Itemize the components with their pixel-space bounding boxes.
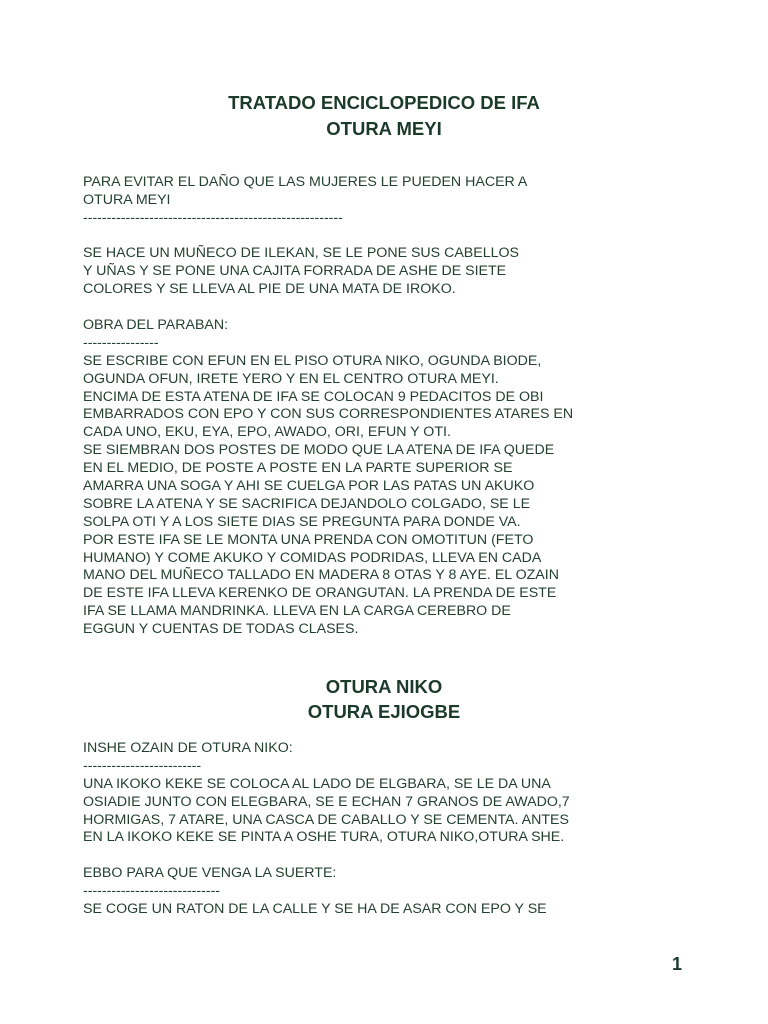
text-line: OTURA MEYI bbox=[83, 191, 171, 208]
paragraph-block-4 bbox=[83, 740, 723, 847]
text-line: UNA IKOKO KEKE SE COLOCA AL LADO DE ELGBARA, SE LE DA UNA bbox=[83, 775, 551, 792]
text-line: HUMANO) Y COME AKUKO Y COMIDAS PODRIDAS, LLEVA EN CADA bbox=[83, 549, 542, 566]
paragraph-block-3 bbox=[83, 317, 723, 639]
text-line: SE COGE UN RATON DE LA CALLE Y SE HA DE ASAR CON EPO Y SE bbox=[83, 900, 547, 917]
text-line: ------------------------- bbox=[83, 757, 202, 774]
text-line: EN LA IKOKO KEKE SE PINTA A OSHE TURA, OTURA NIKO,OTURA SHE. bbox=[83, 829, 565, 846]
text-line: AMARRA UNA SOGA Y AHI SE CUELGA POR LAS PATAS UN AKUKO bbox=[83, 478, 535, 495]
document-title-line2: OTURA MEYI bbox=[326, 118, 442, 139]
text-line: ------------------------------------------------------- bbox=[83, 209, 343, 226]
text-line: ----------------------------- bbox=[83, 882, 221, 899]
text-line: SOBRE LA ATENA Y SE SACRIFICA DEJANDOLO COLGADO, SE LE bbox=[83, 495, 531, 512]
paragraph-block-5 bbox=[83, 865, 723, 919]
text-line: OGUNDA OFUN, IRETE YERO Y EN EL CENTRO OTURA MEYI. bbox=[83, 370, 499, 387]
document-title-line1: TRATADO ENCICLOPEDICO DE IFA bbox=[228, 92, 540, 113]
text-line: Y UÑAS Y SE PONE UNA CAJITA FORRADA DE ASHE DE SIETE bbox=[83, 262, 507, 279]
text-line: EMBARRADOS CON EPO Y CON SUS CORRESPONDIENTES ATARES EN bbox=[83, 406, 574, 423]
text-line: ENCIMA DE ESTA ATENA DE IFA SE COLOCAN 9 PEDACITOS DE OBI bbox=[83, 388, 544, 405]
text-line: SOLPA OTI Y A LOS SIETE DIAS SE PREGUNTA PARA DONDE VA. bbox=[83, 513, 521, 530]
section-title-line2: OTURA EJIOGBE bbox=[307, 701, 461, 722]
text-line: HORMIGAS, 7 ATARE, UNA CASCA DE CABALLO Y SE CEMENTA. ANTES bbox=[83, 811, 569, 828]
text-line: INSHE OZAIN DE OTURA NIKO: bbox=[83, 740, 293, 756]
text-line: IFA SE LLAMA MANDRINKA. LLEVA EN LA CARGA CEREBRO DE bbox=[83, 603, 511, 620]
text-line: CADA UNO, EKU, EYA, EPO, AWADO, ORI, EFUN Y OTI. bbox=[83, 424, 451, 441]
text-line: OBRA DEL PARABAN: bbox=[83, 317, 229, 333]
text-line: PARA EVITAR EL DAÑO QUE LAS MUJERES LE PUEDEN HACER A bbox=[83, 174, 528, 190]
text-line: EN EL MEDIO, DE POSTE A POSTE EN LA PARTE SUPERIOR SE bbox=[83, 460, 513, 477]
text-line: DE ESTE IFA LLEVA KERENKO DE ORANGUTAN. LA PRENDA DE ESTE bbox=[83, 585, 557, 602]
text-line: OSIADIE JUNTO CON ELEGBARA, SE E ECHAN 7 GRANOS DE AWADO,7 bbox=[83, 793, 570, 810]
paragraph-block-2 bbox=[83, 245, 723, 299]
text-line: EBBO PARA QUE VENGA LA SUERTE: bbox=[83, 865, 337, 881]
text-line: EGGUN Y CUENTAS DE TODAS CLASES. bbox=[83, 621, 359, 638]
text-line: SE HACE UN MUÑECO DE ILEKAN, SE LE PONE SUS CABELLOS bbox=[83, 245, 519, 261]
page-number: 1 bbox=[672, 954, 683, 974]
text-line: COLORES Y SE LLEVA AL PIE DE UNA MATA DE IROKO. bbox=[83, 280, 456, 297]
paragraph-block-1 bbox=[83, 174, 723, 228]
text-line: SE SIEMBRAN DOS POSTES DE MODO QUE LA ATENA DE IFA QUEDE bbox=[83, 442, 555, 459]
text-line: MANO DEL MUÑECO TALLADO EN MADERA 8 OTAS Y 8 AYE. EL OZAIN bbox=[83, 567, 559, 584]
text-line: ---------------- bbox=[83, 334, 159, 351]
section-title-line1: OTURA NIKO bbox=[325, 676, 443, 697]
text-line: POR ESTE IFA SE LE MONTA UNA PRENDA CON OMOTITUN (FETO bbox=[83, 531, 534, 548]
text-line: SE ESCRIBE CON EFUN EN EL PISO OTURA NIKO, OGUNDA BIODE, bbox=[83, 352, 542, 369]
